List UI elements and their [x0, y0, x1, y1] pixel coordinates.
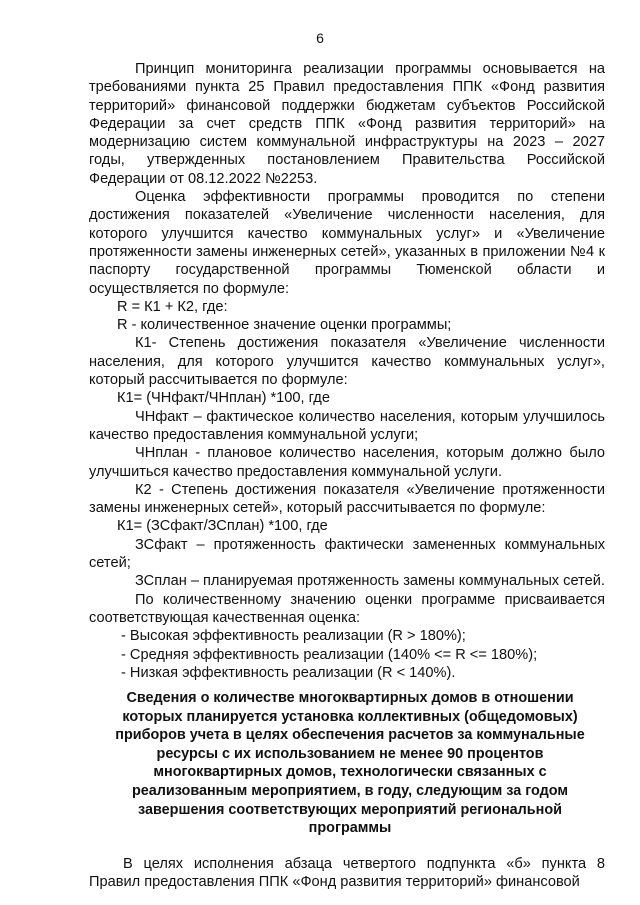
formula-r: R = К1 + К2, где: — [117, 298, 228, 315]
definition-k2: К2 - Степень достижения показателя «Увеличение протяженности замены инженерных сетей», который рассчитывается по формуле: — [89, 481, 605, 517]
definition-chn-plan: ЧНплан - плановое количество населения, которым должно было улучшиться качество предоставления коммунальной услуги. — [89, 445, 605, 480]
definition-k1: К1- Степень достижения показателя «Увеличение численности населения, для которого улучшится качество коммунальных услуг», который рассчитывается по формуле: — [89, 335, 605, 389]
formula-k1: К1= (ЧНфакт/ЧНплан) *100, где — [117, 390, 330, 407]
formula-k2: К1= (ЗСфакт/ЗСплан) *100, где — [117, 518, 328, 535]
page-number: 6 — [316, 30, 324, 46]
definition-zs-plan: ЗСплан – планируемая протяженность замены коммунальных сетей. — [135, 573, 605, 590]
list-item-low: - Низкая эффективность реализации (R < 140%). — [121, 664, 456, 681]
definition-chn-fact: ЧНфакт – фактическое количество населения, которым улучшилось качество предоставления коммунальной услуги; — [89, 408, 605, 443]
paragraph-evaluation: Оценка эффективности программы проводится по степени достижения показателей «Увеличение численности населения, для которого улучшится качество коммунальных услуг» и «Увеличение протяженности замены инженерных сетей», указанных в приложении №4 к паспорту государственной программы Тюменской области и осуществляется по формуле: — [89, 189, 605, 297]
document-body — [89, 60, 605, 682]
definition-zs-fact: ЗСфакт – протяженность фактически замененных коммунальных сетей; — [89, 536, 605, 572]
definition-r: R - количественное значение оценки программы; — [117, 317, 452, 334]
section-title: Сведения о количестве многоквартирных домов в отношении которых планируется установка коллективных (общедомовых) приборов учета в целях обеспечения расчетов за коммунальные ресурсы с их использованием не менее 90 процентов многоквартирных домов, технологически связанных с реализованным мероприятием, в году, следующим за годом завершения соответствующих мероприятий региональной программы — [115, 690, 585, 837]
list-item-high: - Высокая эффективность реализации (R > 180%); — [121, 628, 466, 645]
document-tail — [89, 855, 605, 892]
list-item-medium: - Средняя эффективность реализации (140% <= R <= 180%); — [121, 646, 538, 663]
paragraph-tail: В целях исполнения абзаца четвертого подпункта «б» пункта 8 Правил предоставления ППК «Фонд развития территорий» финансовой — [89, 856, 605, 891]
paragraph-monitoring-principle: Принцип мониторинга реализации программы основывается на требованиями пункта 25 Правил предоставления ППК «Фонд развития территорий» финансовой поддержки бюджетам субъектов Российской Федерации за счет средств ППК «Фонд развития территорий» на модернизацию систем коммунальной инфраструктуры на 2023 – 2027 годы, утвержденных постановлением Правительства Российской Федерации от 08.12.2022 №2253. — [89, 61, 605, 187]
paragraph-qualitative-evaluation: По количественному значению оценки программе присваивается соответствующая качественная оценка: — [89, 591, 605, 626]
